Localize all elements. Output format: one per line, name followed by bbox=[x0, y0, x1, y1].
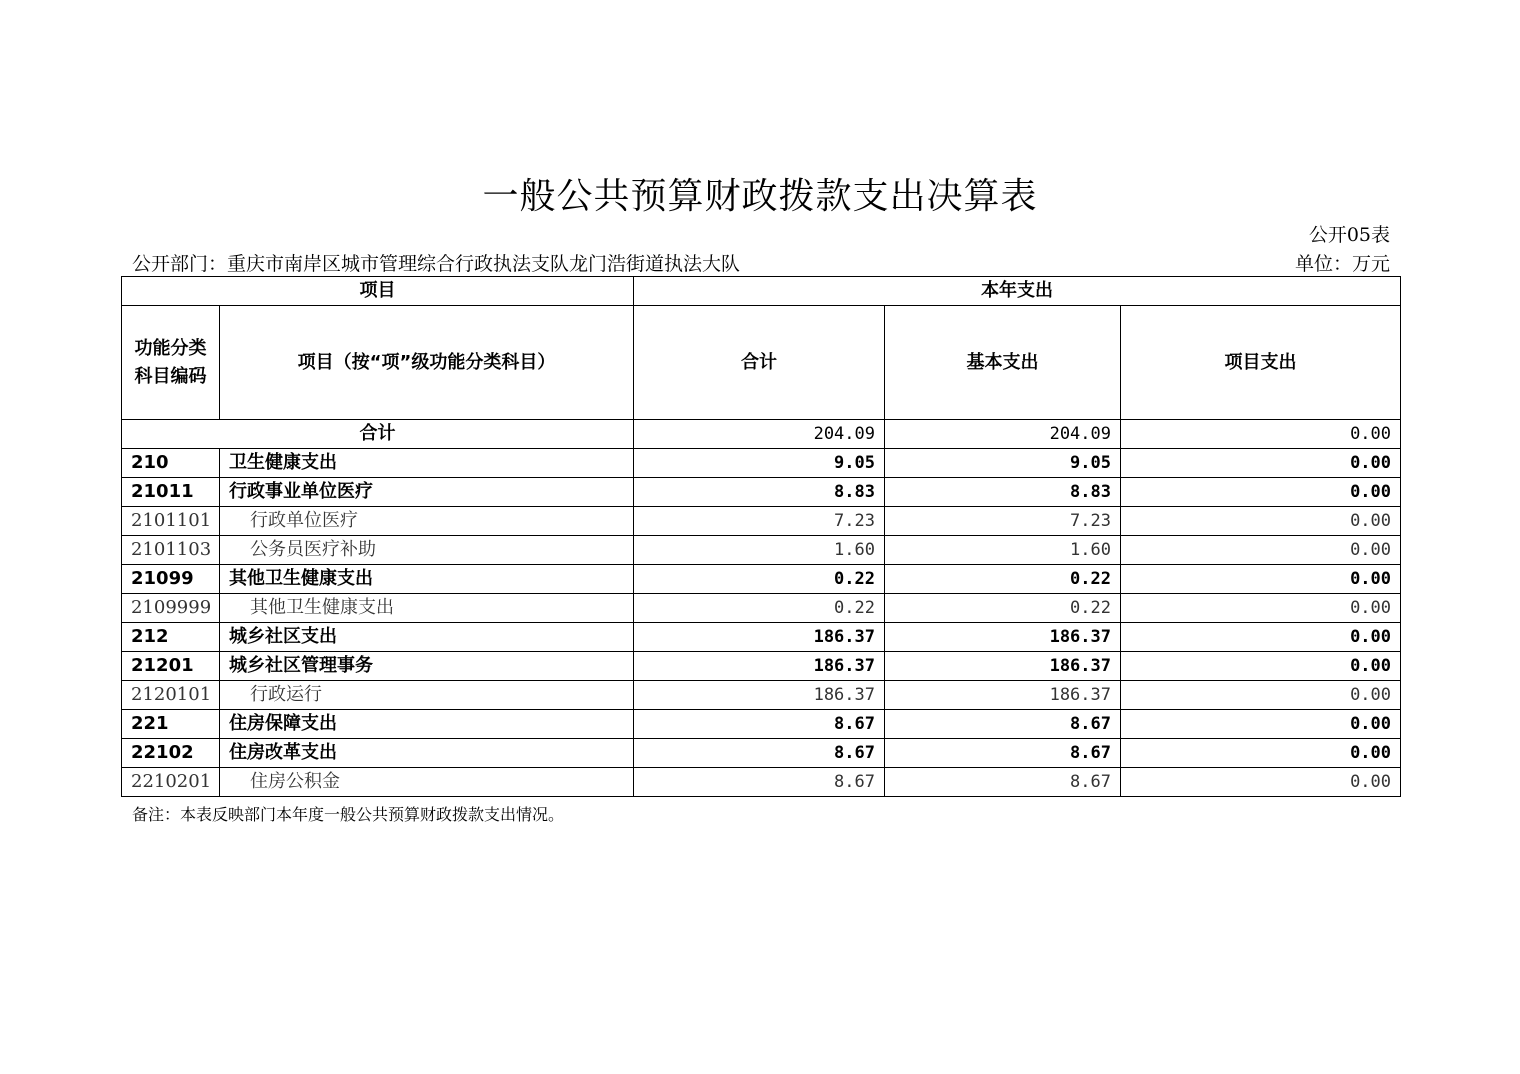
expenditure-table bbox=[121, 276, 1401, 797]
header-project-expense: 项目支出 bbox=[1121, 306, 1401, 420]
row-project: 0.00 bbox=[1121, 681, 1401, 710]
row-code: 2101101 bbox=[122, 507, 220, 536]
row-code: 21201 bbox=[122, 652, 220, 681]
row-total: 8.83 bbox=[634, 478, 885, 507]
row-name: 行政事业单位医疗 bbox=[220, 478, 634, 507]
header-current-year-expense: 本年支出 bbox=[634, 277, 1401, 306]
header-code: 功能分类科目编码 bbox=[122, 306, 220, 420]
row-total: 186.37 bbox=[634, 623, 885, 652]
row-basic: 186.37 bbox=[885, 652, 1121, 681]
row-project: 0.00 bbox=[1121, 594, 1401, 623]
row-name: 城乡社区支出 bbox=[220, 623, 634, 652]
row-name: 住房改革支出 bbox=[220, 739, 634, 768]
table-row bbox=[122, 478, 1401, 507]
row-project: 0.00 bbox=[1121, 739, 1401, 768]
row-code: 21099 bbox=[122, 565, 220, 594]
total-project: 0.00 bbox=[1121, 420, 1401, 449]
row-total: 8.67 bbox=[634, 739, 885, 768]
table-row bbox=[122, 623, 1401, 652]
table-row bbox=[122, 652, 1401, 681]
row-code: 2210201 bbox=[122, 768, 220, 797]
total-basic: 204.09 bbox=[885, 420, 1121, 449]
footnote: 备注：本表反映部门本年度一般公共预算财政拨款支出情况。 bbox=[132, 805, 565, 824]
total-label: 合计 bbox=[122, 420, 634, 449]
row-code: 22102 bbox=[122, 739, 220, 768]
table-row bbox=[122, 594, 1401, 623]
row-code: 210 bbox=[122, 449, 220, 478]
table-row bbox=[122, 710, 1401, 739]
row-total: 0.22 bbox=[634, 565, 885, 594]
total-row bbox=[122, 420, 1401, 449]
header-basic: 基本支出 bbox=[885, 306, 1121, 420]
row-project: 0.00 bbox=[1121, 478, 1401, 507]
row-total: 8.67 bbox=[634, 710, 885, 739]
row-total: 1.60 bbox=[634, 536, 885, 565]
header-project: 项目 bbox=[122, 277, 634, 306]
row-name: 卫生健康支出 bbox=[220, 449, 634, 478]
row-basic: 186.37 bbox=[885, 681, 1121, 710]
row-total: 8.67 bbox=[634, 768, 885, 797]
row-name: 城乡社区管理事务 bbox=[220, 652, 634, 681]
row-project: 0.00 bbox=[1121, 507, 1401, 536]
row-name: 行政运行 bbox=[220, 681, 634, 710]
row-project: 0.00 bbox=[1121, 623, 1401, 652]
row-code: 2101103 bbox=[122, 536, 220, 565]
row-name: 住房公积金 bbox=[220, 768, 634, 797]
row-name: 行政单位医疗 bbox=[220, 507, 634, 536]
row-total: 0.22 bbox=[634, 594, 885, 623]
department-label: 公开部门：重庆市南岸区城市管理综合行政执法支队龙门浩街道执法大队 bbox=[132, 253, 741, 275]
unit-label: 单位：万元 bbox=[1294, 253, 1390, 275]
row-basic: 8.83 bbox=[885, 478, 1121, 507]
row-name: 其他卫生健康支出 bbox=[220, 565, 634, 594]
row-code: 2120101 bbox=[122, 681, 220, 710]
row-code: 21011 bbox=[122, 478, 220, 507]
row-total: 9.05 bbox=[634, 449, 885, 478]
page-title: 一般公共预算财政拨款支出决算表 bbox=[482, 176, 1038, 217]
header-total: 合计 bbox=[634, 306, 885, 420]
table-row bbox=[122, 449, 1401, 478]
row-project: 0.00 bbox=[1121, 536, 1401, 565]
table-row bbox=[122, 565, 1401, 594]
row-total: 7.23 bbox=[634, 507, 885, 536]
header-name: 项目（按“项”级功能分类科目） bbox=[220, 306, 634, 420]
row-basic: 8.67 bbox=[885, 739, 1121, 768]
row-project: 0.00 bbox=[1121, 710, 1401, 739]
table-row bbox=[122, 768, 1401, 797]
row-basic: 7.23 bbox=[885, 507, 1121, 536]
row-code: 212 bbox=[122, 623, 220, 652]
row-basic: 8.67 bbox=[885, 768, 1121, 797]
row-code: 2109999 bbox=[122, 594, 220, 623]
row-basic: 8.67 bbox=[885, 710, 1121, 739]
row-project: 0.00 bbox=[1121, 652, 1401, 681]
table-row bbox=[122, 507, 1401, 536]
row-name: 其他卫生健康支出 bbox=[220, 594, 634, 623]
row-code: 221 bbox=[122, 710, 220, 739]
form-number: 公开05表 bbox=[1308, 224, 1390, 246]
row-total: 186.37 bbox=[634, 681, 885, 710]
table-row bbox=[122, 739, 1401, 768]
row-basic: 0.22 bbox=[885, 594, 1121, 623]
row-project: 0.00 bbox=[1121, 565, 1401, 594]
row-name: 住房保障支出 bbox=[220, 710, 634, 739]
row-basic: 186.37 bbox=[885, 623, 1121, 652]
row-basic: 0.22 bbox=[885, 565, 1121, 594]
row-name: 公务员医疗补助 bbox=[220, 536, 634, 565]
row-project: 0.00 bbox=[1121, 449, 1401, 478]
row-project: 0.00 bbox=[1121, 768, 1401, 797]
row-total: 186.37 bbox=[634, 652, 885, 681]
row-basic: 9.05 bbox=[885, 449, 1121, 478]
table-row bbox=[122, 681, 1401, 710]
total-sum: 204.09 bbox=[634, 420, 885, 449]
table-row bbox=[122, 536, 1401, 565]
row-basic: 1.60 bbox=[885, 536, 1121, 565]
